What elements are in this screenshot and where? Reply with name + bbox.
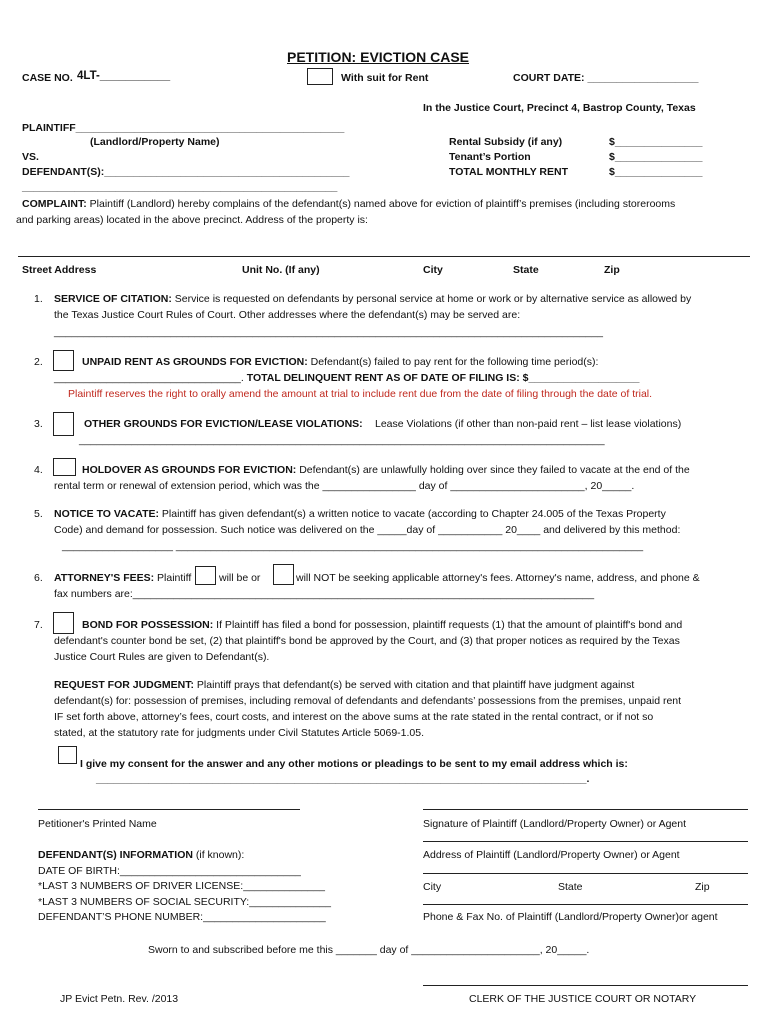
item-6-label: ATTORNEY'S FEES: (54, 572, 155, 584)
request-line-2: defendant(s) for: possession of premises, including removal of defendants and defendants’ possessions from the premises, unpaid rent (54, 695, 682, 707)
consent-text: I give my consent for the answer and any other motions or pleadings to be sent to my email address which is: (80, 758, 628, 770)
request-line-4: stated, at the statutory rate for judgments under Civil Statutes Article 5069-1.05. (54, 727, 425, 739)
complaint-label: COMPLAINT: (22, 198, 87, 210)
item-5-method-field[interactable]: ___________________ ________________________________________________________________________________ (62, 540, 644, 552)
defendant-field[interactable]: DEFENDANT(S):__________________________________________ (22, 166, 350, 178)
item-2-line-1 (82, 356, 598, 368)
city-label: City (423, 881, 442, 893)
printed-name-label: Petitioner's Printed Name (38, 818, 157, 830)
item-3-text: Lease Violations (if other than non-paid rent – list lease violations) (375, 418, 682, 430)
request-line-3: IF set forth above, attorney’s fees, court costs, and interest on the above sums at the rate stated in the rental contract, or if not so (54, 711, 654, 723)
plaintiff-address-label: Address of Plaintiff (Landlord/Property Owner) or Agent (423, 849, 680, 861)
complaint-line-1 (22, 198, 675, 210)
item-2-label: UNPAID RENT AS GROUNDS FOR EVICTION: (82, 356, 308, 368)
item-2-total-delinquent[interactable]: TOTAL DELINQUENT RENT AS OF DATE OF FILING IS: $___________________ (243, 372, 640, 384)
item-7-checkbox[interactable] (53, 612, 74, 634)
address-line[interactable] (18, 256, 750, 257)
with-suit-label: With suit for Rent (341, 72, 429, 84)
consent-checkbox[interactable] (58, 746, 77, 764)
plaintiff-field[interactable]: PLAINTIFF______________________________________________ (22, 122, 345, 134)
item-1-text: Service is requested on defendants by personal service at home or work or by alternative service as allowed by (171, 293, 692, 305)
dob-field[interactable]: DATE OF BIRTH:_______________________________ (38, 865, 301, 877)
complaint-line-2: and parking areas) located in the above precinct. Address of the property is: (16, 214, 368, 226)
item-6-will-be-checkbox[interactable] (195, 566, 216, 585)
item-3-label: OTHER GROUNDS FOR EVICTION/LEASE VIOLATIONS: (84, 418, 363, 430)
ssn-field[interactable]: *LAST 3 NUMBERS OF SOCIAL SECURITY:______________ (38, 896, 331, 908)
item-5-label: NOTICE TO VACATE: (54, 508, 159, 520)
item-5-text: Plaintiff has given defendant(s) a written notice to vacate (according to Chapter 24.005 of the Texas Property (159, 508, 666, 520)
clerk-signature-line[interactable] (423, 985, 748, 986)
item-7-line-3: Justice Court Rules are given to Defendant(s). (54, 651, 270, 663)
defendant-info-label: DEFENDANT(S) INFORMATION (38, 849, 193, 861)
unit-no-header: Unit No. (If any) (242, 264, 320, 276)
item-5-line-2[interactable]: Code) and demand for possession. Such notice was delivered on the _____day of ___________ 20____ and delivered by this method: (54, 524, 681, 536)
item-6-fax-field[interactable]: fax numbers are:_______________________________________________________________________________ (54, 588, 595, 600)
case-no-label: CASE NO. (22, 72, 73, 84)
defendant-phone-field[interactable]: DEFENDANT’S PHONE NUMBER:_____________________ (38, 911, 326, 923)
item-7-label: BOND FOR POSSESSION: (82, 619, 214, 631)
plaintiff-signature-line[interactable] (423, 809, 748, 810)
item-2-line-2 (54, 372, 639, 384)
with-suit-checkbox[interactable] (307, 68, 333, 85)
item-3-field[interactable]: __________________________________________________________________________________________ (79, 434, 605, 446)
plaintiff-signature-label: Signature of Plaintiff (Landlord/Property Owner) or Agent (423, 818, 687, 830)
item-1-address-field[interactable]: ______________________________________________________________________________________________ (54, 326, 603, 338)
phone-fax-line[interactable] (423, 904, 748, 905)
clerk-label: CLERK OF THE JUSTICE COURT OR NOTARY (469, 993, 697, 1005)
item-4-label: HOLDOVER AS GROUNDS FOR EVICTION: (82, 464, 297, 476)
defendant-info-heading (38, 849, 244, 861)
tenant-portion-label: Tenant’s Portion (449, 151, 531, 163)
item-6-number: 6. (34, 572, 43, 584)
item-2-number: 2. (34, 356, 43, 368)
page-title: PETITION: EVICTION CASE (287, 49, 470, 65)
item-7-text: If Plaintiff has filed a bond for possession, plaintiff requests (1) that the amount of plaintiff's bond and (213, 619, 683, 631)
item-2-text: Defendant(s) failed to pay rent for the following time period(s): (307, 356, 599, 368)
form-id: JP Evict Petn. Rev. /2013 (60, 993, 179, 1005)
rental-subsidy-field[interactable]: $_______________ (609, 136, 703, 148)
landlord-caption: (Landlord/Property Name) (90, 136, 220, 148)
item-6-will-not-checkbox[interactable] (273, 564, 294, 585)
item-3-checkbox[interactable] (53, 412, 74, 436)
street-address-header: Street Address (22, 264, 97, 276)
item-7-line-1 (82, 619, 682, 631)
case-no-field[interactable]: 4LT-___________ (77, 70, 171, 82)
city-state-zip-line[interactable] (423, 873, 748, 874)
item-6-line-1a (54, 572, 191, 584)
zip-header: Zip (604, 264, 620, 276)
plaintiff-address-line[interactable] (423, 841, 748, 842)
printed-name-line[interactable] (38, 809, 300, 810)
item-2-red-note: Plaintiff reserves the right to orally amend the amount at trial to include rent due from the date of filing through the date of trial. (68, 388, 653, 400)
item-1-line-2: the Texas Justice Court Rules of Court. Other addresses where the defendant(s) may be served are: (54, 309, 521, 321)
item-4-line-2[interactable]: rental term or renewal of extension period, which was the ________________ day of _______________________, 20_____. (54, 480, 635, 492)
item-1-number: 1. (34, 293, 43, 305)
defendant-extra-line[interactable]: ______________________________________________________ (22, 181, 338, 193)
request-label: REQUEST FOR JUDGMENT: (54, 679, 195, 691)
total-rent-label: TOTAL MONTHLY RENT (449, 166, 569, 178)
item-2-period-field[interactable]: ________________________________. (54, 372, 244, 384)
item-7-number: 7. (34, 619, 43, 631)
item-2-checkbox[interactable] (53, 350, 74, 371)
total-rent-field[interactable]: $_______________ (609, 166, 703, 178)
item-4-number: 4. (34, 464, 43, 476)
consent-email-field[interactable]: ____________________________________________________________________________________. (96, 773, 590, 785)
rental-subsidy-label: Rental Subsidy (if any) (449, 136, 563, 148)
item-6-will-be: will be or (219, 572, 261, 584)
request-text: Plaintiff prays that defendant(s) be served with citation and that plaintiff have judgment against (194, 679, 635, 691)
vs-label: VS. (22, 151, 39, 163)
item-4-text: Defendant(s) are unlawfully holding over since they failed to vacate at the end of the (296, 464, 690, 476)
item-3-number: 3. (34, 418, 43, 430)
defendant-info-known: (if known): (192, 849, 245, 861)
court-location: In the Justice Court, Precinct 4, Bastrop County, Texas (423, 102, 696, 114)
item-5-line-1 (54, 508, 666, 520)
city-header: City (423, 264, 443, 276)
item-4-checkbox[interactable] (53, 458, 76, 476)
item-4-line-1 (82, 464, 690, 476)
request-line-1 (54, 679, 634, 691)
item-5-number: 5. (34, 508, 43, 520)
item-6-will-not: will NOT be seeking applicable attorney's fees. Attorney's name, address, and phone & (296, 572, 700, 584)
state-header: State (513, 264, 539, 276)
license-field[interactable]: *LAST 3 NUMBERS OF DRIVER LICENSE:______________ (38, 880, 325, 892)
state-label: State (558, 881, 583, 893)
sworn-statement[interactable]: Sworn to and subscribed before me this _______ day of ______________________, 20_____. (148, 944, 590, 956)
zip-label: Zip (695, 881, 710, 893)
item-1-line-1 (54, 293, 691, 305)
phone-fax-label: Phone & Fax No. of Plaintiff (Landlord/Property Owner)or agent (423, 911, 718, 923)
court-date-field[interactable]: COURT DATE: ___________________ (513, 72, 699, 84)
item-6-plaintiff: Plaintiff (154, 572, 192, 584)
item-1-label: SERVICE OF CITATION: (54, 293, 172, 305)
complaint-text: Plaintiff (Landlord) hereby complains of the defendant(s) named above for eviction of plaintiff’s premises (including storerooms (86, 198, 676, 210)
tenant-portion-field[interactable]: $_______________ (609, 151, 703, 163)
item-7-line-2: defendant's counter bond be set, (2) that plaintiff's bond be approved by the Court, and (3) that proper notices as required by the Texas (54, 635, 680, 647)
